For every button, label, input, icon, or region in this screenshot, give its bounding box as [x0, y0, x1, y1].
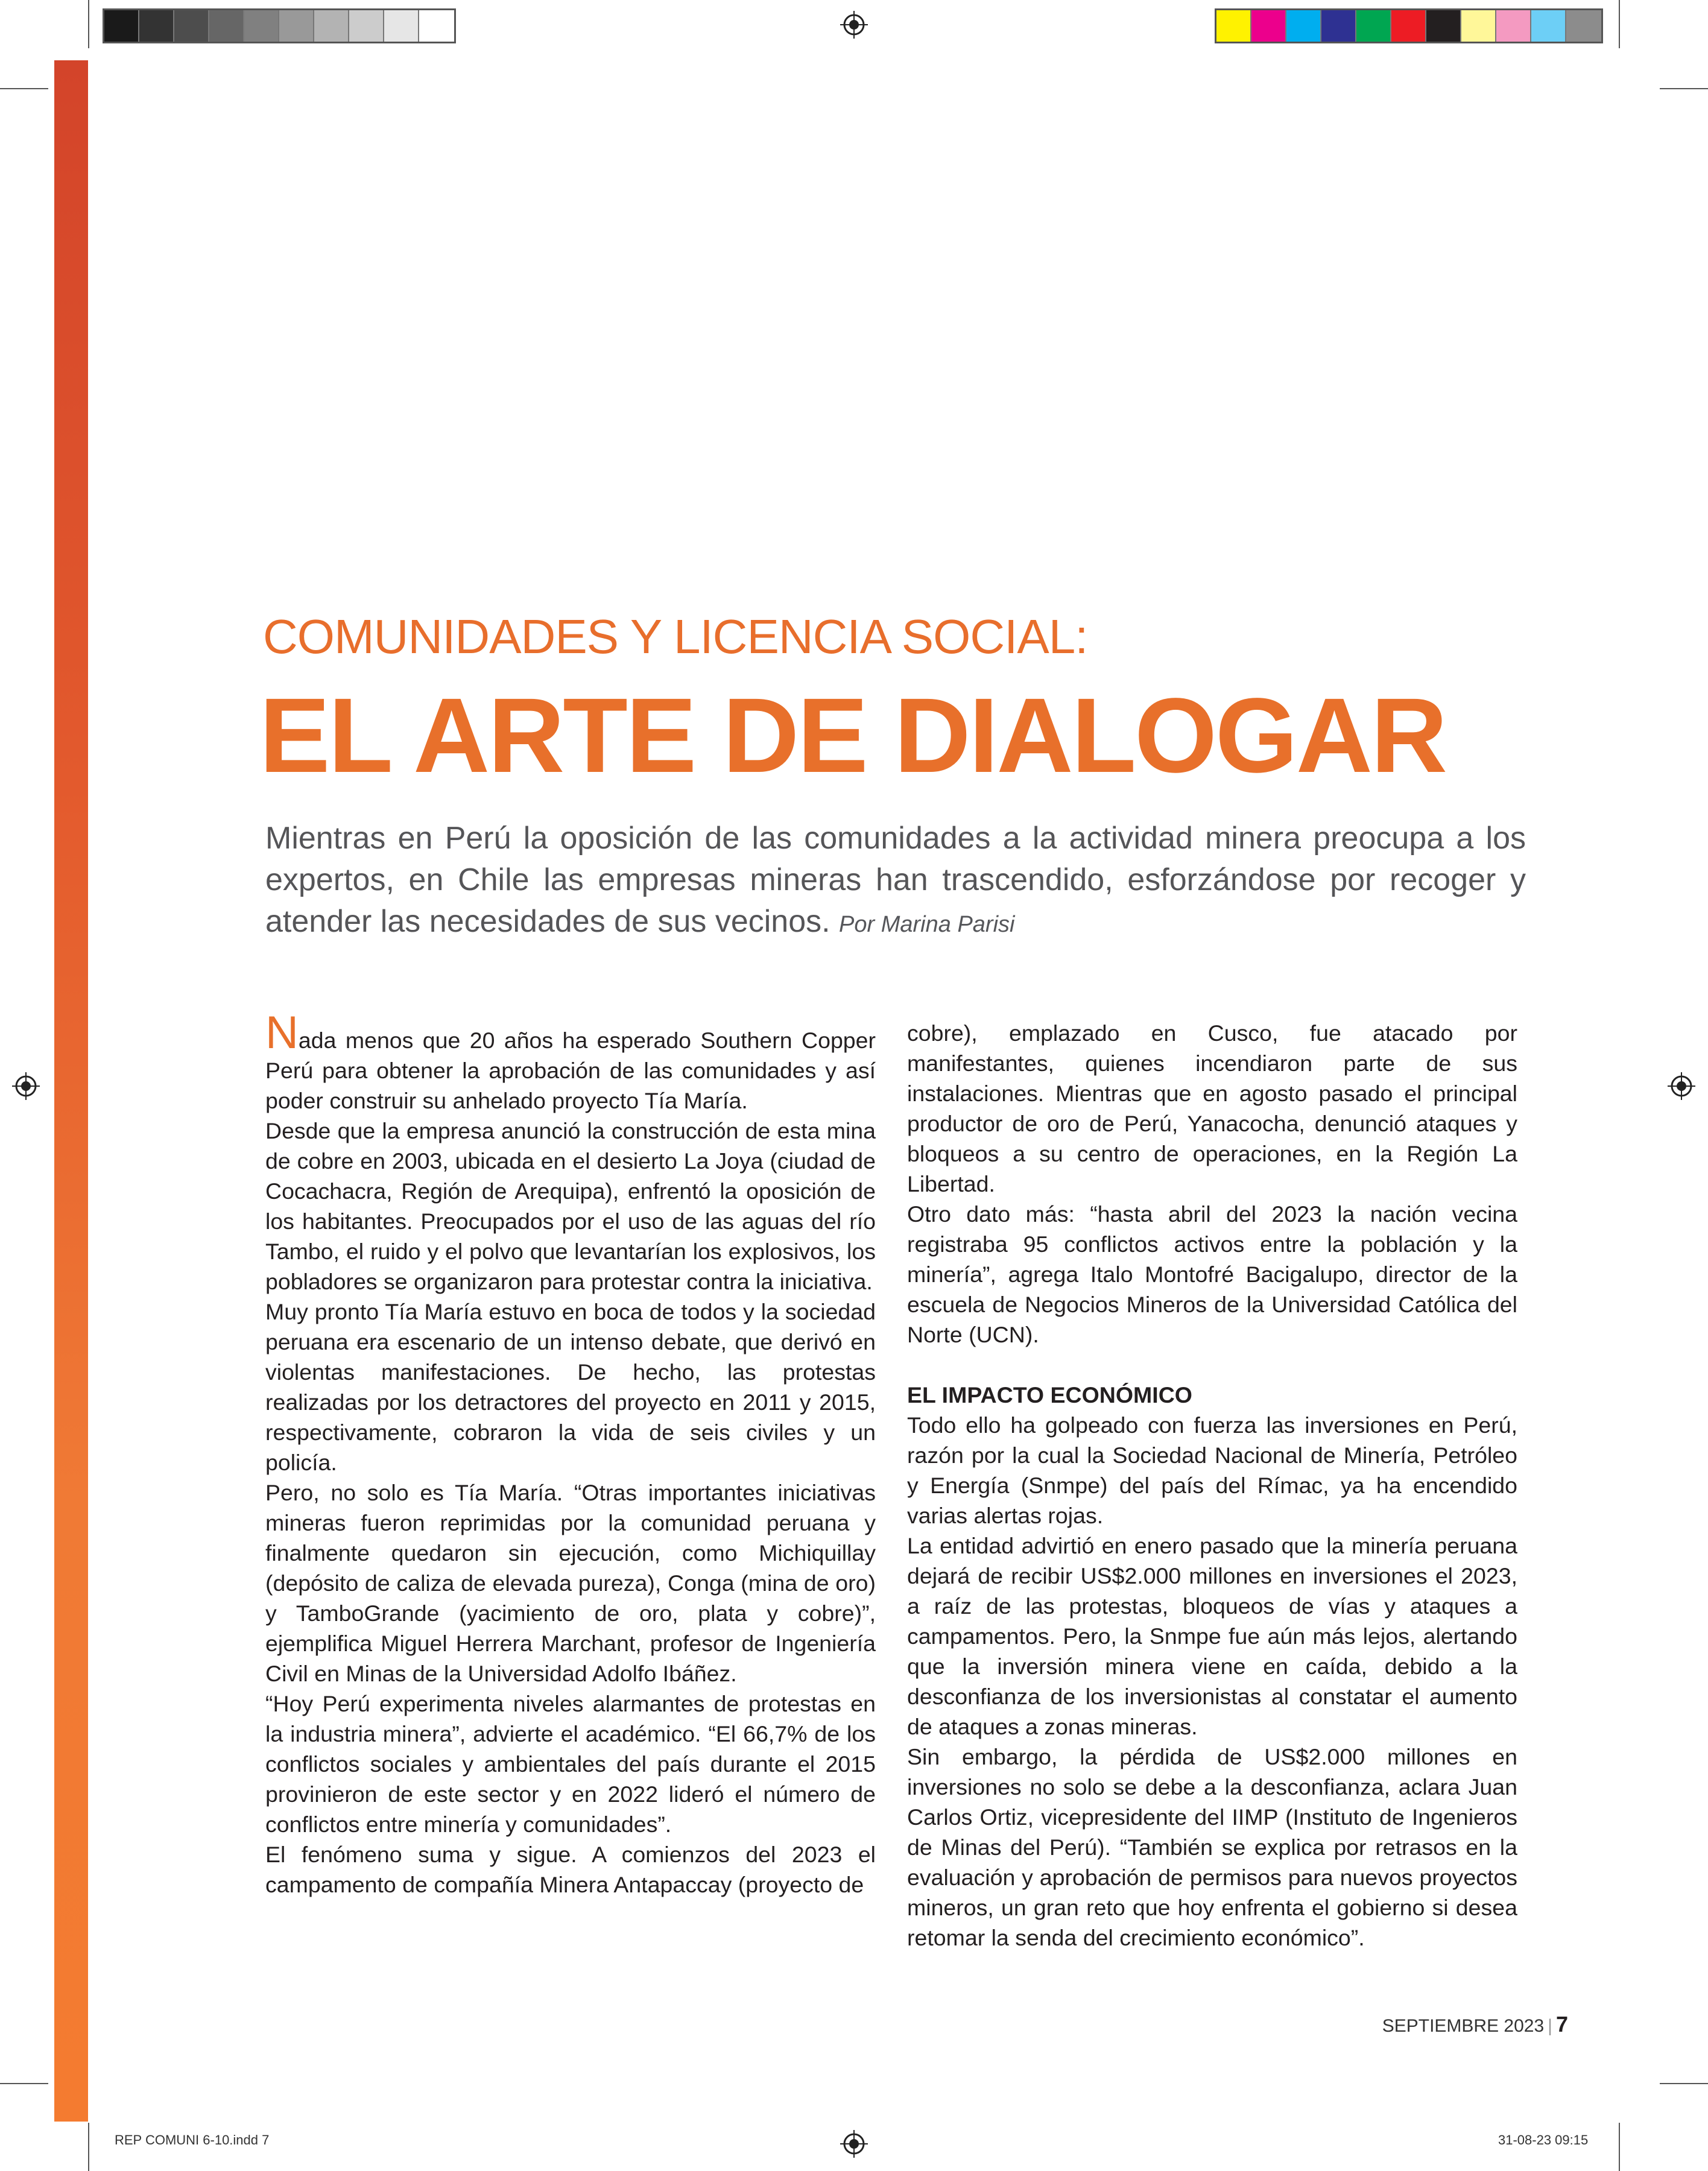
folio-month: SEPTIEMBRE 2023: [1382, 2016, 1545, 2036]
crop-mark: [88, 0, 89, 48]
paragraph: [265, 1007, 876, 1116]
article-column-left: [265, 1007, 876, 1900]
paragraph: Muy pronto Tía María estuvo en boca de todos y la sociedad peruana era escenario de un intenso debate, que derivó en violentas manifestaciones. De hecho, las protestas realizadas por los detractores del proyecto en 2011 y 2015, respectivamente, cobraron la vida de seis civiles y un policía.: [265, 1299, 876, 1475]
color-swatch-bar: [1215, 8, 1603, 43]
color-swatch: [1251, 10, 1286, 42]
color-swatch: [419, 10, 454, 42]
crop-mark: [1660, 2083, 1708, 2084]
article-kicker: COMUNIDADES Y LICENCIA SOCIAL:: [263, 610, 1088, 663]
paragraph: cobre), emplazado en Cusco, fue atacado por manifestantes, quienes incendiaron parte de sus instalaciones. Mientras que en agosto pasado el principal productor de oro de Perú, Yanacocha, denunció ataques y bloqueos a su centro de operaciones, en la Región La Libertad.: [907, 1020, 1517, 1196]
paragraph: El fenómeno suma y sigue. A comienzos del 2023 el campamento de compañía Minera Antapaccay (proyecto de: [265, 1842, 876, 1897]
byline: Por Marina Parisi: [839, 912, 1015, 937]
paragraph: Pero, no solo es Tía María. “Otras importantes iniciativas mineras fueron reprimidas por la comunidad peruana y finalmente quedaron sin ejecución, como Michiquillay (depósito de caliza de elevada pureza), Conga (mina de oro) y TamboGrande (yacimiento de oro, plata y cobre)”, ejemplifica Miguel Herrera Marchant, profesor de Ingeniería Civil en Minas de la Universidad Adolfo Ibáñez.: [265, 1480, 876, 1686]
color-swatch: [384, 10, 419, 42]
registration-mark-icon: [840, 2130, 868, 2158]
slug-filename: REP COMUNI 6-10.indd 7: [115, 2132, 270, 2147]
registration-mark-icon: [840, 11, 868, 39]
page-number: 7: [1555, 2012, 1568, 2037]
color-swatch: [1566, 10, 1601, 42]
article-lead: [265, 818, 1526, 946]
color-swatch: [174, 10, 209, 42]
color-swatch: [1286, 10, 1321, 42]
section-subhead: EL IMPACTO ECONÓMICO: [907, 1382, 1192, 1408]
paragraph: Todo ello ha golpeado con fuerza las inversiones en Perú, razón por la cual la Sociedad Nacional de Minería, Petróleo y Energía (Snmpe) del país del Rímac, ya ha encendido varias alertas rojas.: [907, 1412, 1517, 1528]
crop-mark: [0, 2083, 48, 2084]
color-swatch: [1356, 10, 1391, 42]
crop-mark: [1619, 0, 1620, 48]
folio-separator: |: [1548, 2016, 1552, 2036]
crop-mark: [1660, 88, 1708, 89]
registration-mark-icon: [12, 1072, 40, 1100]
paragraph: Otro dato más: “hasta abril del 2023 la nación vecina registraba 95 conflictos activos entre la población y la minería”, agrega Italo Montofré Bacigalupo, director de la escuela de Negocios Mineros de la Universidad Católica del Norte (UCN).: [907, 1201, 1517, 1347]
color-swatch: [1321, 10, 1356, 42]
color-swatch: [1496, 10, 1531, 42]
color-swatch: [209, 10, 244, 42]
color-swatch: [139, 10, 174, 42]
crop-mark: [0, 88, 48, 89]
color-swatch: [1216, 10, 1251, 42]
color-swatch: [1391, 10, 1426, 42]
article-column-right: [907, 1018, 1517, 1953]
color-swatch: [314, 10, 349, 42]
paragraph-text: ada menos que 20 años ha esperado Southern Copper Perú para obtener la aprobación de las comunidades y así poder construir su anhelado proyecto Tía María.: [265, 1028, 876, 1113]
gray-swatch-bar: [103, 8, 456, 43]
slug-timestamp: 31-08-23 09:15: [1498, 2132, 1589, 2147]
page-folio: [1267, 2012, 1568, 2037]
crop-mark: [1619, 2123, 1620, 2171]
drop-cap: N: [265, 1007, 299, 1058]
color-swatch: [1426, 10, 1461, 42]
paragraph: Sin embargo, la pérdida de US$2.000 millones en inversiones no solo se debe a la desconfianza, aclara Juan Carlos Ortiz, vicepresidente del IIMP (Instituto de Ingenieros de Minas del Perú). “También se explica por retrasos en la evaluación y aprobación de permisos para nuevos proyectos mineros, un gran reto que hoy enfrenta el gobierno si desea retomar la senda del crecimiento económico”.: [907, 1744, 1517, 1950]
color-swatch: [279, 10, 314, 42]
color-swatch: [349, 10, 384, 42]
orange-side-bar: [54, 60, 88, 2122]
color-swatch: [1461, 10, 1496, 42]
crop-mark: [88, 2123, 89, 2171]
paragraph: Desde que la empresa anunció la construcción de esta mina de cobre en 2003, ubicada en el desierto La Joya (ciudad de Cocachacra, Región de Arequipa), enfrentó la oposición de los habitantes. Preocupados por el uso de las aguas del río Tambo, el ruido y el polvo que levantarían los explosivos, los pobladores se organizaron para protestar contra la iniciativa.: [265, 1118, 876, 1294]
lead-text: Mientras en Perú la oposición de las comunidades a la actividad minera preocupa a los expertos, en Chile las empresas mineras han trascendido, esforzándose por recoger y atender las necesidades de sus vecinos.: [265, 821, 1526, 939]
color-swatch: [244, 10, 279, 42]
color-swatch: [1531, 10, 1566, 42]
paragraph: La entidad advirtió en enero pasado que la minería peruana dejará de recibir US$2.000 millones en inversiones el 2023, a raíz de las protestas, bloqueos de vías y ataques a campamentos. Pero, la Snmpe fue aún más lejos, alertando que la inversión minera viene en caída, debido a la desconfianza de los inversionistas al constatar el aumento de ataques a zonas mineras.: [907, 1533, 1517, 1739]
paragraph: “Hoy Perú experimenta niveles alarmantes de protestas en la industria minera”, advierte el académico. “El 66,7% de los conflictos sociales y ambientales del país durante el 2015 provinieron de este sector y en 2022 lideró el número de conflictos entre minería y comunidades”.: [265, 1691, 876, 1837]
article-headline: EL ARTE DE DIALOGAR: [259, 677, 1446, 795]
registration-mark-icon: [1668, 1072, 1695, 1100]
color-swatch: [104, 10, 139, 42]
